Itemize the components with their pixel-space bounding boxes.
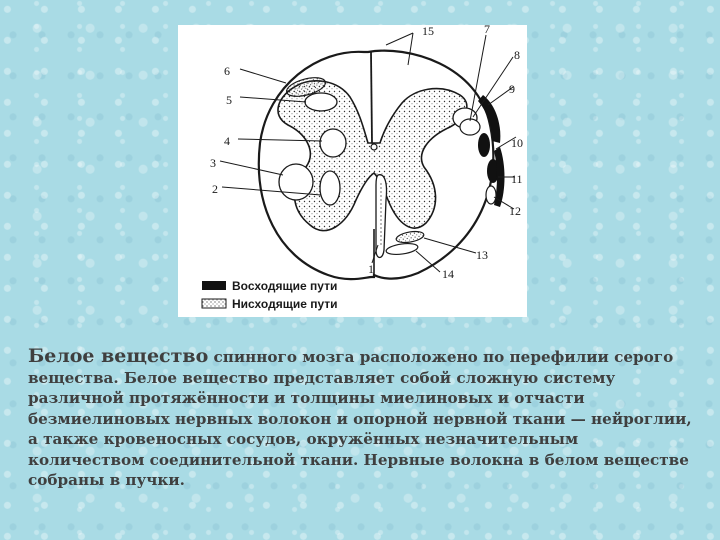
label-10: 10: [511, 136, 523, 150]
legend-ascending-swatch: [202, 281, 226, 290]
tract-7: [460, 119, 480, 135]
label-15: 15: [422, 25, 434, 38]
caption-title: Белое вещество: [28, 345, 209, 367]
tract-3: [279, 164, 313, 200]
caption-body: спинного мозга расположено по перефилии серого вещества. Белое вещество представляет собой сложную систему различной протяжённости и толщины миелиновых и отчасти безмиелиновых нервных волокон и опорной нервной ткани — нейроглии, а также кровеносных сосудов, окружённых незначительным количеством соединительной ткани. Нервные волокна в белом веществе собраны в пучки.: [28, 348, 692, 489]
label-13: 13: [476, 248, 488, 262]
caption-text: [28, 346, 696, 491]
tract-2: [320, 171, 340, 205]
label-1: 1: [368, 262, 374, 276]
spinal-cord-cross-section: [178, 25, 527, 317]
spinal-cord-diagram: [178, 25, 527, 317]
label-9: 9: [509, 82, 515, 96]
legend-ascending-label: Восходящие пути: [232, 279, 338, 293]
label-14: 14: [442, 267, 454, 281]
label-11: 11: [511, 172, 523, 186]
legend-descending-label: Нисходящие пути: [232, 297, 338, 311]
central-canal: [371, 144, 377, 150]
label-2: 2: [212, 182, 218, 196]
label-4: 4: [224, 134, 230, 148]
legend-descending-swatch: [202, 299, 226, 308]
label-3: 3: [210, 156, 216, 170]
label-8: 8: [514, 48, 520, 62]
label-12: 12: [509, 204, 521, 218]
label-7: 7: [484, 25, 490, 36]
tract-12: [486, 186, 496, 204]
posterior-median-septum: [371, 52, 372, 143]
label-6: 6: [224, 64, 230, 78]
tract-4: [320, 129, 346, 157]
tract-5: [305, 93, 337, 111]
label-5: 5: [226, 93, 232, 107]
tract-10: [478, 133, 490, 157]
